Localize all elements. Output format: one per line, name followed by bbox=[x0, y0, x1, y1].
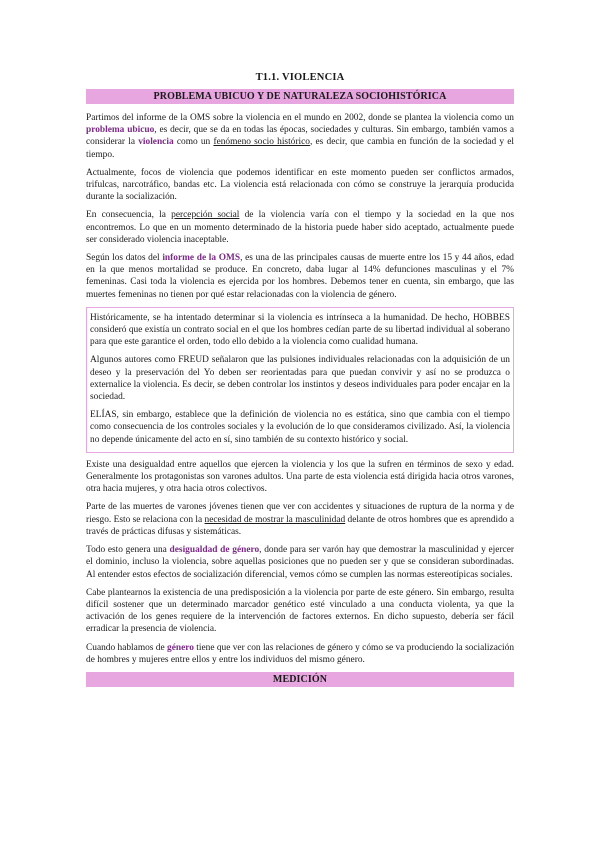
highlight-desigualdad-genero: desigualdad de género bbox=[169, 545, 260, 556]
text-run: de la violencia varía con el tiempo y la sociedad en la que nos encontremos. Lo que en un momento determinado de la historia puede haber sido aceptado, actualmente puede ser considerado violencia inaceptable. bbox=[86, 210, 514, 245]
historical-authors-box bbox=[86, 307, 514, 453]
text-run: tiene que ver con las relaciones de género y cómo se va produciendo la socialización de hombres y mujeres entre ellos y entre los individuos del mismo género. bbox=[86, 642, 515, 665]
section-heading-medicion: MEDICIÓN bbox=[86, 672, 514, 687]
section-heading-problema-ubicuo: PROBLEMA UBICUO Y DE NATURALEZA SOCIOHISTÓRICA bbox=[86, 89, 514, 104]
text-run: En consecuencia, la bbox=[86, 210, 172, 221]
underline-masculinidad: necesidad de mostrar la masculinidad bbox=[204, 514, 346, 525]
paragraph-hobbes: Históricamente, se ha intentado determinar si la violencia es intrínseca a la humanidad. De hecho, HOBBES consideró que existía un contrato social en el que los hombres cedían parte de su libertad individual al soberano para que este garantice el orden, todo ello debido a la violencia como cualidad humana. bbox=[90, 312, 510, 348]
text-run: , es una de las principales causas de muerte entre los 15 y 44 años, edad en la que menos mortalidad se produce. En concreto, daba lugar al 14% defunciones masculinas y el 7% femeninas. Casi toda la violencia es ejercida por los hombres. Debemos tener en cuenta, sin embargo, que las muertes femeninas no tienen por qué estar relacionadas con la violencia de género. bbox=[86, 253, 514, 300]
underline-fenomeno-socio-historico: fenómeno socio histórico bbox=[213, 137, 310, 148]
text-run: Partimos del informe de la OMS sobre la violencia en el mundo en 2002, donde se plantea la violencia como un bbox=[86, 113, 514, 123]
text-run: , es decir, que se da en todas las épocas, sociedades y culturas. Sin embargo, también vamos a considerar la bbox=[86, 125, 514, 148]
paragraph-desigualdad-genero bbox=[86, 544, 514, 581]
paragraph-freud: Algunos autores como FREUD señalaron que las pulsiones individuales relacionadas con la adquisición de un deseo y la preservación del Yo deben ser reorientadas para que puedan convivir y así no se produzca o externalice la violencia. Es decir, se deben controlar los instintos y deseos individuales para poder encajar en la sociedad. bbox=[90, 355, 510, 403]
paragraph-predisposicion: Cabe plantearnos la existencia de una predisposición a la violencia por parte de este género. Sin embargo, resulta difícil sostener que un determinado marcador genético esté vinculado a una conducta violenta, ya que la activación de los genes requiere de la intervención de factores externos. En dicho supuesto, debería ser fácil erradicar la presencia de violencia. bbox=[86, 587, 514, 635]
text-run: Cuando hablamos de bbox=[86, 642, 168, 653]
text-run: Todo esto genera una bbox=[86, 545, 170, 556]
paragraph-elias: ELÍAS, sin embargo, establece que la definición de violencia no es estática, sino que cambia con el tiempo como consecuencia de los controles sociales y la evolución de lo que consideramos civilizado. Así, la violencia no depende únicamente del acto en sí, sino también de su contexto histórico y social. bbox=[90, 410, 510, 445]
highlight-problema-ubicuo: problema ubicuo bbox=[86, 125, 155, 136]
underline-percepcion-social: percepción social bbox=[171, 210, 240, 221]
highlight-genero: género bbox=[167, 642, 194, 653]
paragraph-varones-jovenes bbox=[86, 501, 514, 538]
highlight-informe-oms: informe de la OMS bbox=[162, 253, 241, 264]
text-run: delante de otros hombres que es aprendido a través de prácticas difusas y sistemáticas. bbox=[86, 514, 515, 537]
paragraph-desigualdad: Existe una desigualdad entre aquellos que ejercen la violencia y los que la sufren en términos de sexo y edad. Generalmente los protagonistas son varones adultos. Una parte de esta violencia está dirigida hacia otros varones, otra hacia mujeres, y otra hacia otros colectivos. bbox=[86, 459, 514, 495]
text-run: Parte de las muertes de varones jóvenes tienen que ver con accidentes y situaciones de ruptura de la norma y de riesgo. Esto se relaciona con la bbox=[86, 502, 514, 525]
highlight-violencia: violencia bbox=[138, 137, 174, 148]
paragraph-informe-oms bbox=[86, 112, 514, 161]
paragraph-focos-violencia: Actualmente, focos de violencia que podemos identificar en este momento pueden ser conflictos armados, trifulcas, narcotráfico, bandas etc. La violencia está relacionada con cómo se construye la jerarquía producida durante la socialización. bbox=[86, 167, 514, 203]
paragraph-datos-oms bbox=[86, 252, 514, 301]
text-run: Según los datos del bbox=[86, 253, 163, 264]
page-content bbox=[86, 72, 514, 695]
text-run: , donde para ser varón hay que demostrar la masculinidad y ejercer el dominio, incluso la violencia, sobre aquellas posiciones que no pueden ser y que se consideran subordinadas. Al entender estos efectos de socialización diferencial, vemos cómo se cumplen las normas estereotípicas sociales. bbox=[86, 545, 515, 580]
text-run: , es decir, que cambia en función de la sociedad y el tiempo. bbox=[86, 137, 514, 160]
page-title: T1.1. VIOLENCIA bbox=[255, 72, 345, 83]
paragraph-percepcion-social bbox=[86, 209, 514, 246]
paragraph-genero bbox=[86, 642, 514, 666]
text-run: como un bbox=[173, 137, 214, 148]
